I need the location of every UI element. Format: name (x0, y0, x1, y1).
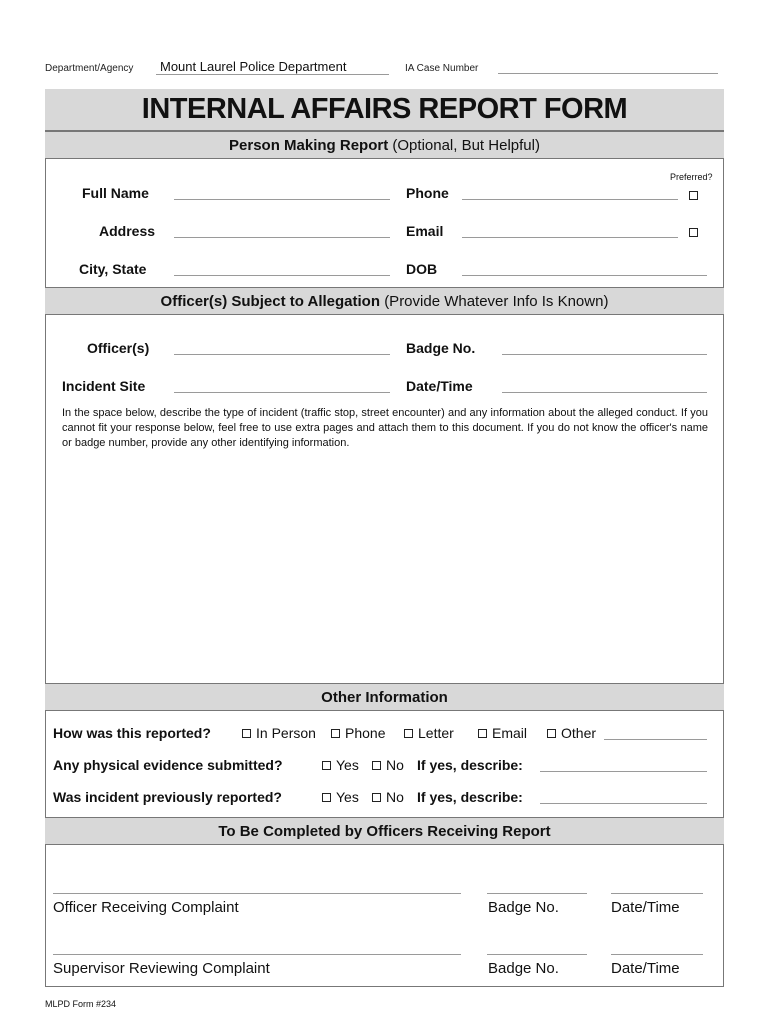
other-field[interactable] (604, 739, 707, 740)
title-bar (45, 89, 724, 131)
receiving-section-header (45, 817, 724, 845)
letter-checkbox[interactable] (404, 729, 413, 738)
in-person-option: In Person (256, 725, 316, 741)
person-section-header (45, 131, 724, 159)
full-name-label: Full Name (82, 185, 149, 201)
incident-instructions: In the space below, describe the type of incident (traffic stop, street encounter) and any information about the alleged conduct. If you cannot fit your response below, feel free to use extra pages and attach them to this document. If you do not know the officer's name or badge number, provide any other identifying information. (62, 407, 708, 449)
evidence-no-label: No (386, 757, 404, 773)
form-number: MLPD Form #234 (45, 999, 117, 1009)
officer-section-header (45, 287, 724, 315)
city-state-field[interactable] (174, 275, 390, 276)
city-state-label: City, State (79, 261, 147, 277)
previous-yes-label: Yes (336, 789, 359, 805)
email-checkbox[interactable] (478, 729, 487, 738)
phone-preferred-checkbox[interactable] (689, 191, 698, 200)
dob-label: DOB (406, 261, 438, 277)
evidence-yes-label: Yes (336, 757, 359, 773)
supervisor-badge-line[interactable] (487, 954, 587, 955)
case-number-field[interactable] (498, 73, 718, 74)
evidence-if-yes-label: If yes, describe: (417, 757, 523, 773)
q-physical-evidence: Any physical evidence submitted? (53, 757, 283, 773)
supervisor-badge-label: Badge No. (488, 960, 559, 977)
incident-site-label: Incident Site (62, 378, 146, 394)
receiving-heading: To Be Completed by Officers Receiving Report (218, 823, 551, 840)
officer-receiving-badge-line[interactable] (487, 893, 587, 894)
officer-heading-bold: Officer(s) Subject to Allegation (160, 293, 381, 310)
supervisor-reviewing-label: Supervisor Reviewing Complaint (53, 960, 270, 977)
officer-receiving-label: Officer Receiving Complaint (53, 899, 239, 916)
officer-receiving-signature-line[interactable] (53, 893, 461, 894)
evidence-yes-checkbox[interactable] (322, 761, 331, 770)
supervisor-date-label: Date/Time (611, 960, 680, 977)
supervisor-date-line[interactable] (611, 954, 703, 955)
evidence-describe-field[interactable] (540, 771, 707, 772)
department-value: Mount Laurel Police Department (160, 59, 347, 74)
preferred-label: Preferred? (670, 172, 713, 182)
other-option: Other (561, 725, 597, 741)
officer-receiving-badge-label: Badge No. (488, 899, 559, 916)
other-checkbox[interactable] (547, 729, 556, 738)
phone-label: Phone (406, 185, 449, 201)
email-field[interactable] (462, 237, 678, 238)
officer-heading-normal: (Provide Whatever Info Is Known) (384, 293, 609, 310)
department-field[interactable] (156, 57, 389, 75)
person-heading-normal: (Optional, But Helpful) (392, 137, 540, 154)
in-person-checkbox[interactable] (242, 729, 251, 738)
other-heading: Other Information (321, 689, 448, 706)
evidence-no-checkbox[interactable] (372, 761, 381, 770)
page-title: INTERNAL AFFAIRS REPORT FORM (141, 93, 628, 125)
phone-option: Phone (345, 725, 386, 741)
other-section-header (45, 683, 724, 711)
q-previously-reported: Was incident previously reported? (53, 789, 282, 805)
previous-yes-checkbox[interactable] (322, 793, 331, 802)
badge-no-field[interactable] (502, 354, 707, 355)
person-heading-bold: Person Making Report (229, 137, 389, 154)
phone-field[interactable] (462, 199, 678, 200)
date-time-label: Date/Time (406, 378, 473, 394)
incident-description-area[interactable] (46, 452, 723, 682)
previous-no-label: No (386, 789, 404, 805)
address-label: Address (99, 223, 156, 239)
officer-receiving-date-label: Date/Time (611, 899, 680, 916)
officers-label: Officer(s) (87, 340, 150, 356)
case-number-label: IA Case Number (405, 63, 479, 74)
email-option: Email (492, 725, 528, 741)
dob-field[interactable] (462, 275, 707, 276)
incident-site-field[interactable] (174, 392, 390, 393)
officers-field[interactable] (174, 354, 390, 355)
q-how-reported: How was this reported? (53, 725, 211, 741)
supervisor-signature-line[interactable] (53, 954, 461, 955)
email-preferred-checkbox[interactable] (689, 228, 698, 237)
department-label: Department/Agency (45, 63, 134, 74)
address-field[interactable] (174, 237, 390, 238)
full-name-field[interactable] (174, 199, 390, 200)
officer-receiving-date-line[interactable] (611, 893, 703, 894)
letter-option: Letter (418, 725, 454, 741)
previous-if-yes-label: If yes, describe: (417, 789, 523, 805)
previous-no-checkbox[interactable] (372, 793, 381, 802)
email-label: Email (406, 223, 444, 239)
badge-no-label: Badge No. (406, 340, 476, 356)
previous-describe-field[interactable] (540, 803, 707, 804)
date-time-field[interactable] (502, 392, 707, 393)
phone-checkbox[interactable] (331, 729, 340, 738)
